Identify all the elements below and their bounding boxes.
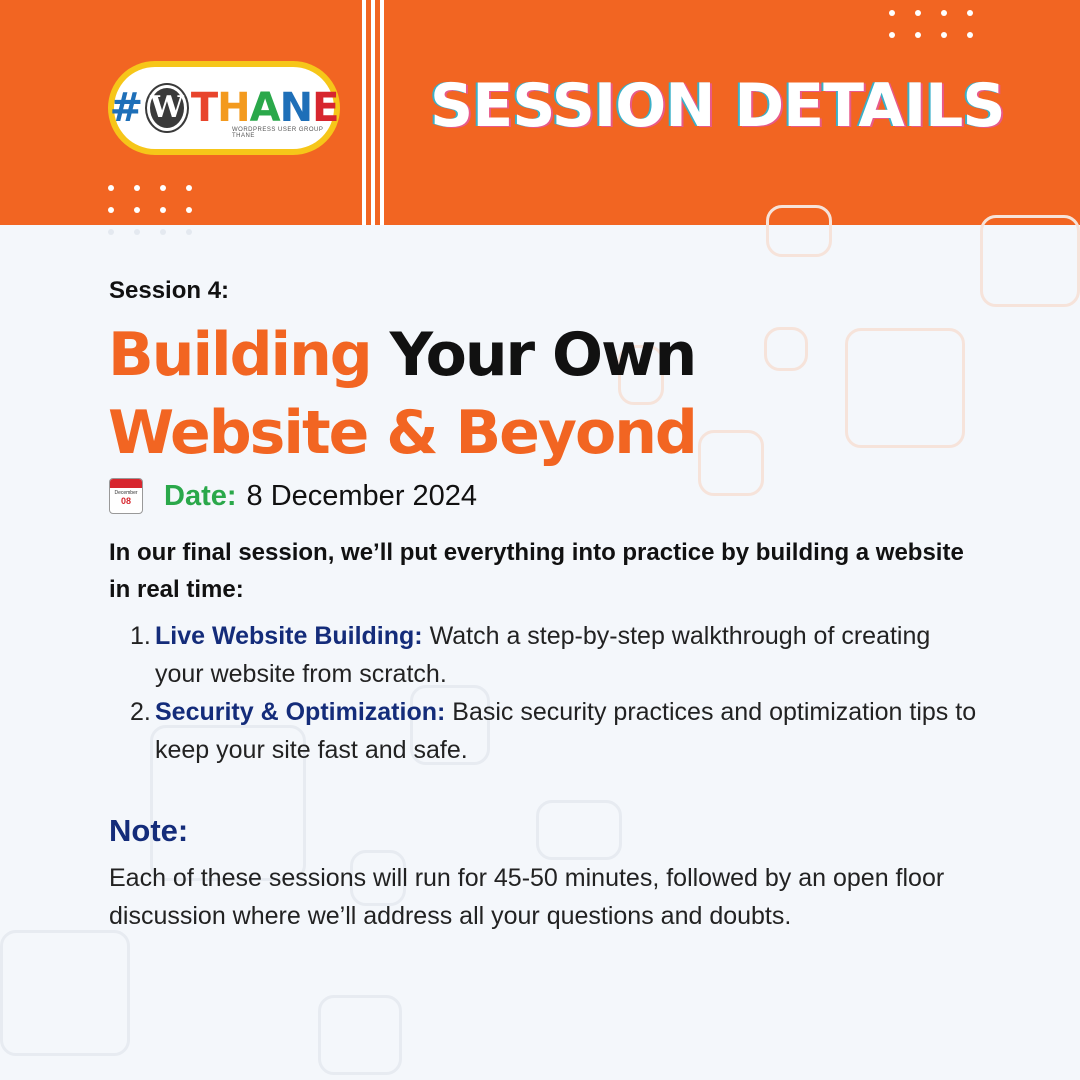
session-title [108,316,1008,472]
wordpress-icon: W [147,85,187,131]
logo-hash: # [109,85,144,131]
dot-pattern-left [108,185,192,235]
date-label: Date: [164,479,237,512]
title-line-2: Website & Beyond [108,398,696,468]
list-item-text: Basic security practices and optimization tips to keep your site fast and safe. [155,698,977,764]
dot-pattern-top-right [889,10,973,38]
calendar-month: December [114,490,138,496]
date-row [109,478,477,514]
list-item [130,693,980,769]
list-item-text: Watch a step-by-step walkthrough of creating your website from scratch. [155,622,931,688]
list-item-label: Security & Optimization: [155,698,446,726]
title-part-2: Your Own [389,320,696,390]
decorative-square [766,205,832,257]
note-heading: Note: [109,813,189,848]
decorative-square [536,800,622,860]
decorative-square [0,930,130,1056]
list-item-label: Live Website Building: [155,622,423,650]
calendar-icon [109,478,143,514]
session-number: Session 4: [109,277,230,304]
intro-text: In our final session, we’ll put everything into practice by building a website in real time: [109,539,964,603]
session-topics-list [130,617,980,769]
decorative-square [980,215,1080,307]
note-text: Each of these sessions will run for 45-50 minutes, followed by an open floor discussion where we’ll address all your questions and doubts. [109,864,945,930]
decorative-square [318,995,402,1075]
logo-subtitle: WORDPRESS USER GROUP THANE [232,127,324,139]
wordpress-thane-logo [108,61,340,155]
date-value: 8 December 2024 [246,479,478,512]
page-title: SESSION DETAILS [430,71,1005,141]
title-part-1: Building [108,320,371,390]
list-item [130,617,980,693]
logo-word: THANE [190,85,339,131]
list-number: 1. [130,622,151,650]
list-number: 2. [130,698,151,726]
header-divider-stripes [362,0,388,225]
calendar-day: 08 [120,496,131,506]
